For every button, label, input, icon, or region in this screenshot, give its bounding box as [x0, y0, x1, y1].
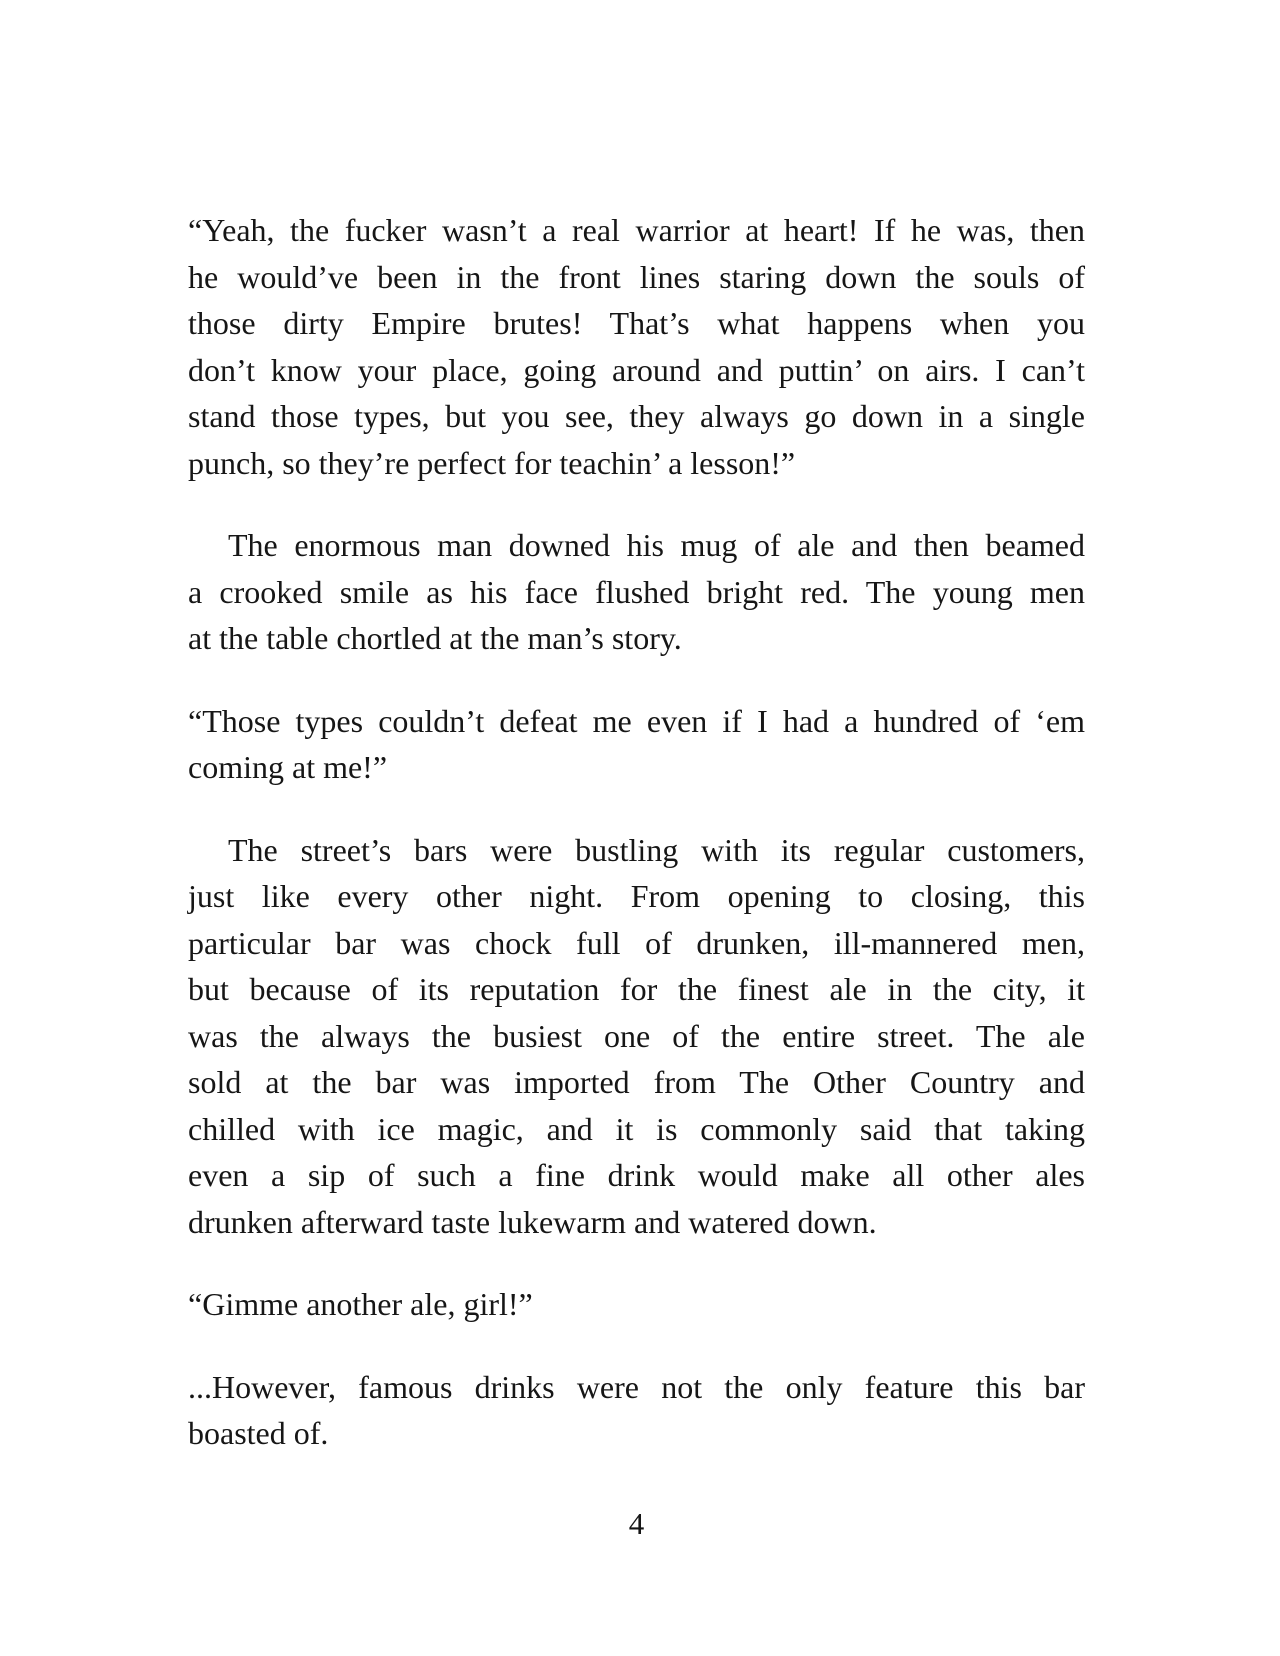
text-line: just like every other night. From opening to closing, this: [188, 878, 1085, 914]
text-line: those dirty Empire brutes! That’s what happens when you: [188, 305, 1085, 341]
text-line: drunken afterward taste lukewarm and watered down.: [188, 1203, 877, 1240]
text-line: but because of its reputation for the finest ale in the city, it: [188, 971, 1085, 1007]
text-line: coming at me!”: [188, 749, 388, 785]
text-line: sold at the bar was imported from The Other Country and: [188, 1064, 1085, 1100]
text-line: a crooked smile as his face flushed bright red. The young men: [188, 573, 1085, 610]
text-line: at the table chortled at the man’s story.: [188, 620, 682, 656]
text-line: “Yeah, the fucker wasn’t a real warrior at heart! If he was, then: [188, 212, 1085, 248]
text-line: even a sip of such a fine drink would make all other ales: [188, 1157, 1085, 1193]
text-line: was the always the busiest one of the entire street. The ale: [188, 1017, 1085, 1054]
text-line: “Gimme another ale, girl!”: [188, 1286, 533, 1322]
text-line: stand those types, but you see, they always go down in a single: [188, 398, 1085, 434]
text-line: chilled with ice magic, and it is commonly said that taking: [188, 1110, 1085, 1147]
text-line: ...However, famous drinks were not the only feature this bar: [188, 1368, 1085, 1405]
text-line: particular bar was chock full of drunken, ill-mannered men,: [188, 924, 1085, 961]
text-line: he would’ve been in the front lines staring down the souls of: [188, 258, 1085, 295]
text-line: boasted of.: [188, 1415, 329, 1451]
text-line: “Those types couldn’t defeat me even if I had a hundred of ‘em: [188, 702, 1085, 739]
page-number: 4: [628, 1506, 645, 1541]
text-line: The enormous man downed his mug of ale and then beamed: [228, 527, 1085, 563]
page-text: [188, 171, 1085, 1489]
text-line: The street’s bars were bustling with its regular customers,: [228, 831, 1085, 868]
text-line: punch, so they’re perfect for teachin’ a lesson!”: [188, 444, 796, 481]
text-line: don’t know your place, going around and puttin’ on airs. I can’t: [188, 351, 1085, 388]
